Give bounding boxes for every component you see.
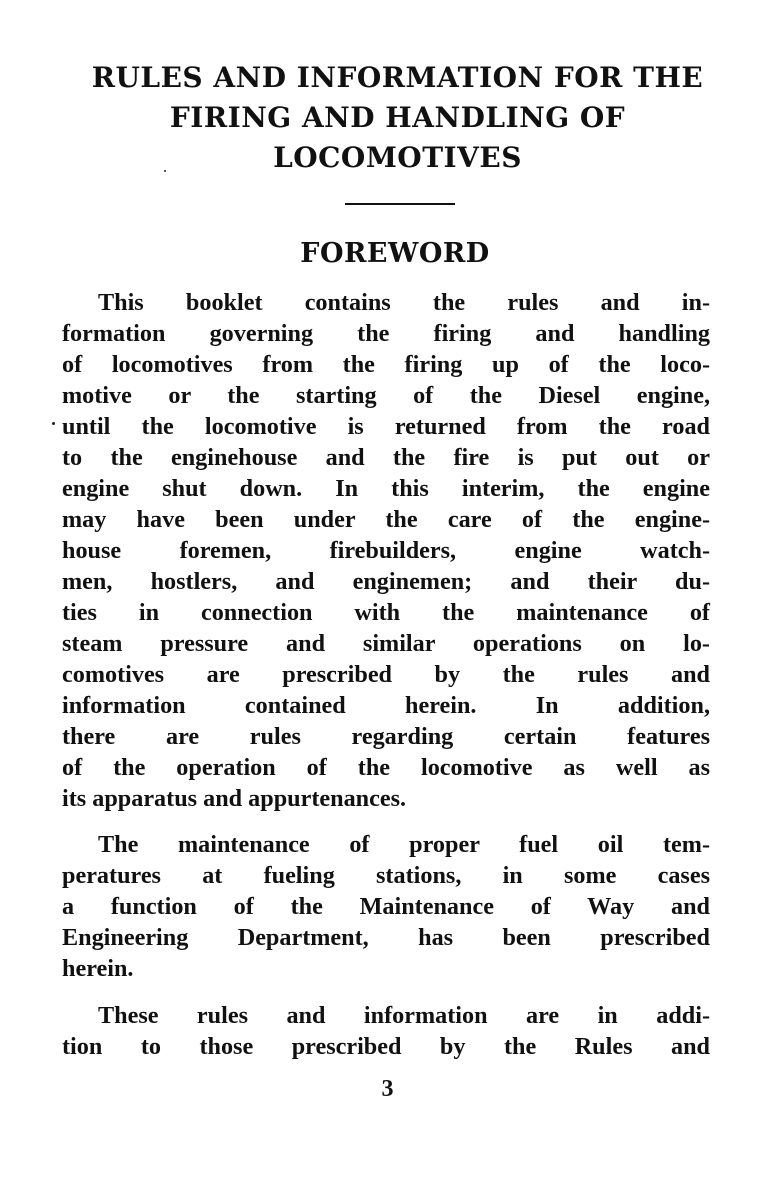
text-line: motive or the starting of the Diesel engine,: [62, 382, 710, 409]
text-line: These rules and information are in addi-: [98, 1002, 710, 1029]
text-line: ties in connection with the maintenance of: [62, 599, 710, 626]
paragraph-1: [62, 287, 710, 814]
print-speck: [164, 170, 166, 172]
page-number: 3: [381, 1076, 394, 1102]
text-line: herein.: [62, 955, 134, 982]
text-line: its apparatus and appurtenances.: [62, 785, 407, 812]
section-heading: FOREWORD: [300, 238, 490, 269]
text-line: a function of the Maintenance of Way and: [62, 893, 710, 920]
text-line: may have been under the care of the engine-: [62, 506, 710, 533]
text-line: until the locomotive is returned from the road: [62, 413, 710, 440]
text-line: Engineering Department, has been prescribed: [62, 924, 710, 951]
text-line: comotives are prescribed by the rules and: [62, 661, 710, 688]
text-line: information contained herein. In addition,: [62, 692, 710, 719]
text-line: This booklet contains the rules and in-: [98, 289, 710, 316]
text-line: to the enginehouse and the fire is put out or: [62, 444, 710, 471]
text-line: there are rules regarding certain features: [62, 723, 710, 750]
page-title: [40, 58, 755, 178]
text-line: The maintenance of proper fuel oil tem-: [98, 831, 710, 858]
text-line: men, hostlers, and enginemen; and their du-: [62, 568, 710, 595]
title-line: LOCOMOTIVES: [273, 141, 522, 174]
text-line: tion to those prescribed by the Rules and: [62, 1033, 710, 1060]
paragraph-2: [62, 829, 710, 984]
title-divider: [345, 203, 455, 205]
text-line: engine shut down. In this interim, the engine: [62, 475, 710, 502]
text-line: of the operation of the locomotive as well as: [62, 754, 710, 781]
text-line: of locomotives from the firing up of the loco-: [62, 351, 710, 378]
paragraph-3: [62, 1000, 710, 1062]
print-speck: [52, 422, 55, 425]
text-line: house foremen, firebuilders, engine watch-: [62, 537, 710, 564]
text-line: steam pressure and similar operations on lo-: [62, 630, 710, 657]
title-line: FIRING AND HANDLING OF: [169, 101, 626, 134]
title-line: RULES AND INFORMATION FOR THE: [91, 61, 704, 94]
text-line: peratures at fueling stations, in some cases: [62, 862, 710, 889]
text-line: formation governing the firing and handling: [62, 320, 710, 347]
